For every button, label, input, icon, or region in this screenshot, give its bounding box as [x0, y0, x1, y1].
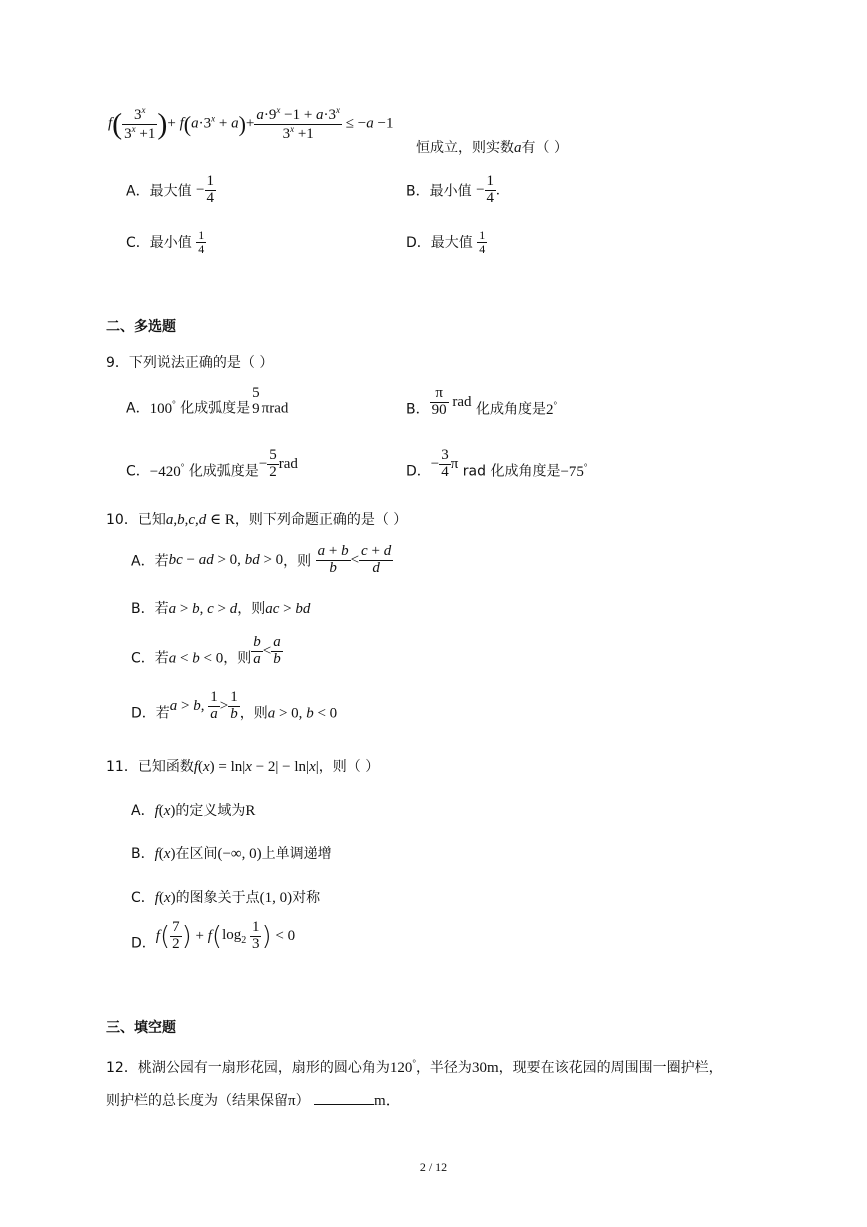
q8-inequality: f( $\frac{3^x}{3^x +1}$ )+ $f(a\cdot 3^x + a)+$ $\frac{a\cdot 9^x -1 + a\cdot 3^x}{3^x +1}$ ≤ −a −1 — [108, 105, 394, 142]
q8-option-b: B．最小值 − $\frac{1}{4}$ . — [406, 173, 500, 206]
q9-stem: 9．下列说法正确的是（ ） — [106, 355, 274, 371]
q10-option-c: C．若a < b < 0，则 $\frac{b}{a}$ < $\frac{a}{b}$ — [131, 634, 281, 667]
section-heading-multi-choice: 二、多选题 — [106, 319, 176, 335]
answer-blank[interactable] — [314, 1104, 374, 1105]
q9-option-a: A．100° 化成弧度是 5 9 πrad — [126, 385, 289, 417]
q10-stem: 10．已知a,b,c,d ∈ R，则下列命题正确的是（ ） — [106, 512, 408, 528]
section-heading-fill-blank: 三、填空题 — [106, 1020, 176, 1036]
q10-option-b: B．若a > b, c > d，则ac > bd — [131, 601, 311, 617]
q9-option-c: C．−420° 化成弧度是− $\frac{5}{2}$ rad — [126, 447, 298, 480]
q11-option-d: D．f( $\frac{7}{2}$ ) + $f(\log_2$ $\frac{1}{3}$ ) < 0 — [131, 919, 296, 952]
q8-option-d: D．最大值 $\frac{1}{4}$ — [406, 228, 486, 256]
q8-option-c: C．最小值 $\frac{1}{4}$ — [126, 228, 205, 256]
q9-option-d: D．− $\frac{3}{4}$ π rad 化成角度是−75° — [406, 447, 588, 480]
q11-stem: 11．已知函数f(x) = ln|x − 2| − ln|x|，则（ ） — [106, 759, 380, 775]
q11-option-b: B．f(x)在区间(−∞, 0)上单调递增 — [131, 846, 332, 862]
q8-stem-tail: 恒成立，则实数a有（ ） — [416, 140, 568, 156]
page-number: 2 / 12 — [419, 1160, 448, 1174]
q11-option-c: C．f(x)的图象关于点(1, 0)对称 — [131, 890, 321, 906]
q10-option-a: A．若bc − ad > 0, bd > 0，则 $\frac{a + b}{b}$ < $\frac{c + d}{d}$ — [131, 543, 392, 576]
q12-line2: 则护栏的总长度为（结果保留π） m． — [106, 1093, 401, 1109]
q9-option-b: B． $\frac{\pi}{90}$ rad 化成角度是2° — [406, 385, 558, 418]
q11-option-a: A．f(x)的定义域为R — [131, 803, 256, 819]
q8-option-a: A．最大值 − $\frac{1}{4}$ — [126, 173, 214, 206]
q12-line1: 12．桃湖公园有一扇形花园，扇形的圆心角为120°，半径为30m，现要在该花园的周围围一圈护栏， — [106, 1058, 723, 1076]
q10-option-d: D．若a > b, $\frac{1}{a}$ > $\frac{1}{b}$ ，则a > 0, b < 0 — [131, 689, 338, 722]
